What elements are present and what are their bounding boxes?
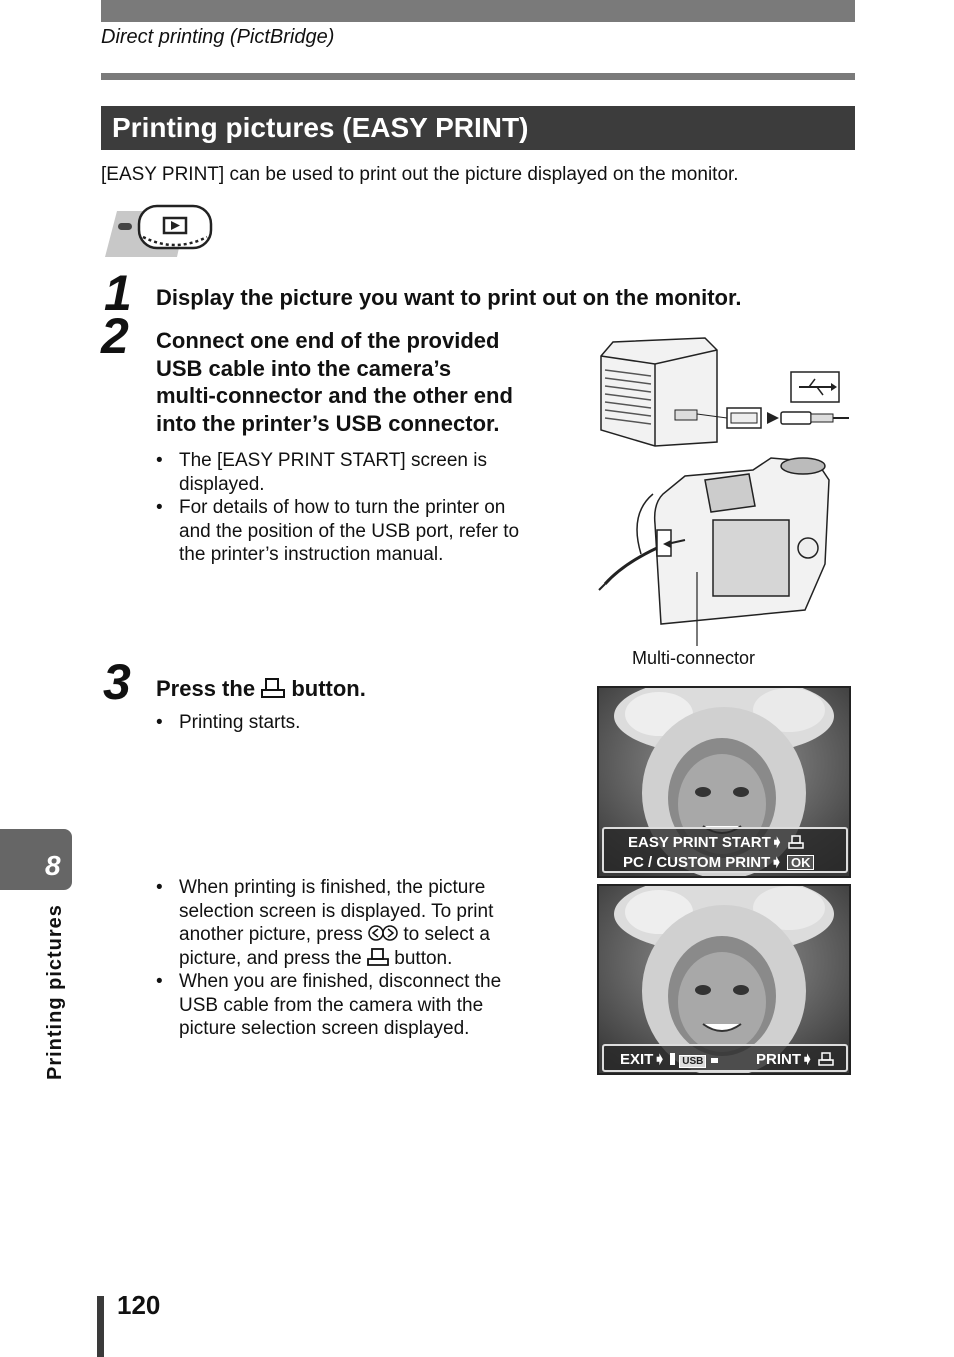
list-item: • When you are finished, disconnect the USB cable from the camera with the picture selection screen displayed. (156, 970, 576, 1041)
ok-button-icon: OK (787, 855, 815, 870)
step-3-bullets-after (156, 876, 576, 1041)
printer-illustration (601, 338, 727, 446)
list-item: • When printing is finished, the picture selection screen is displayed. To print another picture, press to select a picture, and press the button. (156, 876, 576, 970)
arrow-pad-left-right-icon (368, 923, 398, 943)
step-2-title: Connect one end of the provided USB cable into the camera’s multi-connector and the other end into the printer’s USB connector. (156, 328, 513, 436)
header-rule (101, 73, 855, 80)
chapter-number: 8 (45, 850, 61, 881)
lcd-screen-picture-selection (597, 884, 851, 1075)
header-top-bar (101, 0, 855, 22)
usb-plug-illustration (727, 408, 849, 428)
easy-print-menu (602, 827, 848, 873)
multi-connector-label: Multi-connector (632, 648, 756, 668)
list-item: • Printing starts. (156, 711, 556, 735)
page-title: Printing pictures (EASY PRINT) (101, 106, 855, 150)
list-item: • The [EASY PRINT START] screen is displayed. (156, 449, 556, 496)
usb-icon: USB (679, 1055, 706, 1068)
print-button-icon (261, 677, 285, 699)
list-item: • For details of how to turn the printer on and the position of the USB port, refer to the printer’s instruction manual. (156, 496, 556, 567)
lcd-screen-easy-print (597, 686, 851, 878)
page-number: 120 (117, 1290, 161, 1320)
print-button-icon (818, 1052, 834, 1066)
playback-mode-icon (103, 203, 215, 259)
pc-custom-print-option[interactable]: PC / CUSTOM PRINT➧ OK (623, 853, 814, 871)
chapter-tab (0, 829, 72, 890)
step-3-title: Press the button. (156, 676, 366, 701)
step-1-title: Display the picture you want to print out on the monitor. (156, 285, 742, 310)
usb-connection-diagram (593, 334, 855, 646)
chapter-label: Printing pictures (44, 904, 66, 1080)
section-label: Direct printing (PictBridge) (101, 26, 335, 48)
easy-print-start-option[interactable]: EASY PRINT START➧ (628, 833, 804, 851)
exit-option[interactable]: EXIT➧ USB (620, 1050, 718, 1068)
step-3-number: 3 (103, 654, 131, 710)
print-option[interactable]: PRINT➧ (756, 1050, 834, 1068)
usb-symbol-icon (791, 372, 839, 402)
step-3-bullets (156, 711, 556, 735)
camera-illustration (599, 458, 829, 624)
step-1-number: 1 (104, 265, 132, 321)
step-2-bullets (156, 449, 556, 567)
selection-menu-bar (602, 1044, 848, 1072)
page-number-bar (97, 1296, 104, 1357)
intro-text: [EASY PRINT] can be used to print out the picture displayed on the monitor. (101, 164, 739, 185)
print-button-icon (788, 835, 804, 849)
print-button-icon (367, 947, 389, 967)
step-2-number: 2 (101, 308, 129, 364)
